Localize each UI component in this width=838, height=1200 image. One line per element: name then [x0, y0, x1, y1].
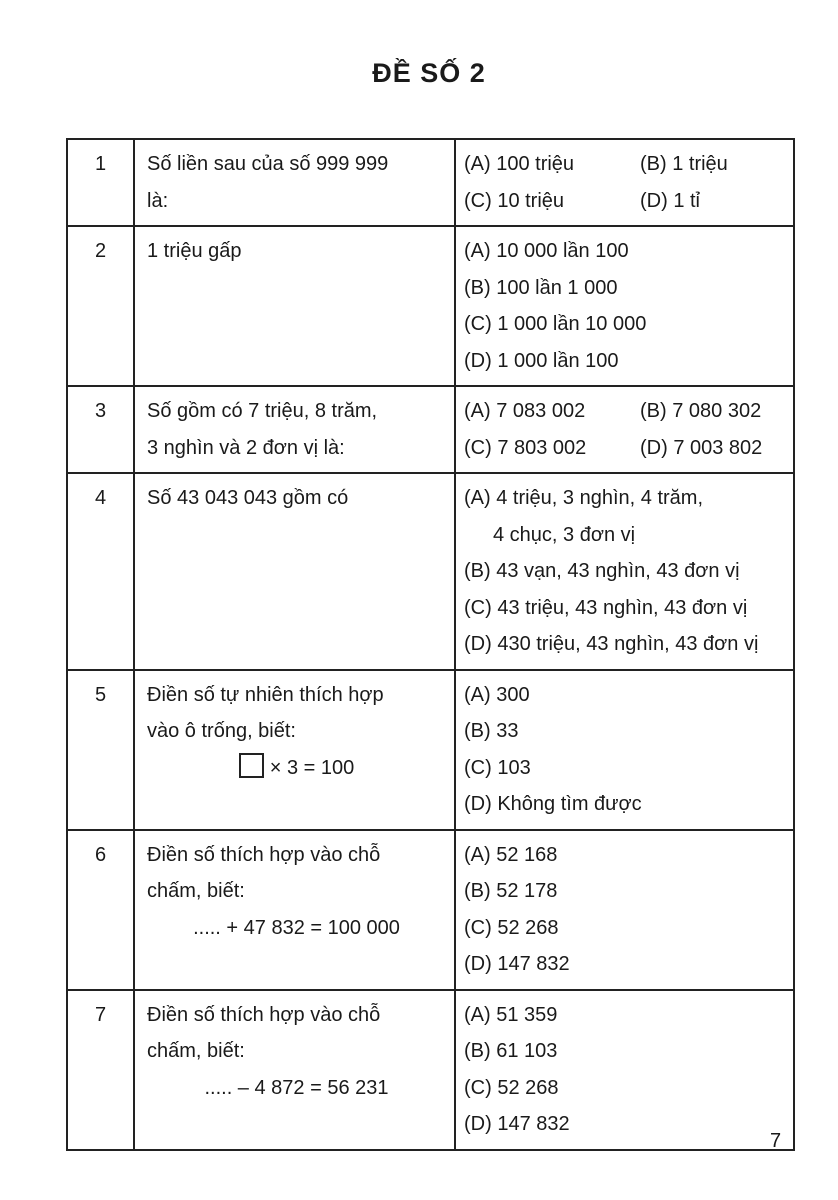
option-a[interactable]: (A) 300 — [464, 683, 530, 706]
option-a-continuation[interactable]: 4 chục, 3 đơn vị — [493, 523, 636, 546]
option-b[interactable]: (B) 33 — [464, 720, 519, 742]
option-c[interactable]: (C) 43 triệu, 43 nghìn, 43 đơn vị — [464, 596, 748, 619]
option-b[interactable]: (B) 7 080 302 — [640, 400, 762, 422]
question-text-line: Điền số thích hợp vào chỗ — [147, 843, 381, 866]
question-number: 2 — [67, 226, 134, 386]
option-d[interactable]: (D) 147 832 — [464, 953, 570, 975]
option-d[interactable]: (D) 147 832 — [464, 1113, 570, 1135]
question-row-2 — [67, 226, 794, 386]
option-d[interactable]: (D) Không tìm được — [464, 793, 642, 815]
option-b[interactable]: (B) 1 triệu — [640, 153, 728, 175]
option-d[interactable]: (D) 430 triệu, 43 nghìn, 43 đơn vị — [464, 633, 759, 655]
question-text-line: là: — [147, 189, 169, 212]
question-row-3 — [67, 386, 794, 473]
question-row-5 — [67, 670, 794, 830]
question-number: 1 — [67, 139, 134, 226]
question-text-line: Số 43 043 043 gồm có — [147, 487, 349, 509]
question-row-6 — [67, 830, 794, 990]
question-text — [134, 830, 455, 990]
question-text-line: Điền số thích hợp vào chỗ — [147, 1003, 381, 1026]
question-text — [134, 990, 455, 1150]
option-c[interactable]: (C) 103 — [464, 756, 531, 779]
option-a[interactable]: (A) 52 168 — [464, 843, 558, 866]
option-c[interactable]: (C) 52 268 — [464, 1076, 559, 1099]
question-text-line: chấm, biết: — [147, 880, 245, 902]
equation — [147, 750, 446, 787]
question-text — [134, 139, 455, 226]
question-text-line: Điền số tự nhiên thích hợp — [147, 683, 384, 706]
question-text-line: Số gồm có 7 triệu, 8 trăm, — [147, 400, 378, 422]
question-table — [66, 138, 795, 1151]
page-title: ĐỀ SỐ 2 — [372, 58, 486, 88]
option-a[interactable]: (A) 51 359 — [464, 1003, 558, 1026]
question-text — [134, 473, 455, 670]
answer-options — [455, 990, 794, 1150]
question-number: 3 — [67, 386, 134, 473]
option-d[interactable]: (D) 1 tỉ — [640, 189, 700, 212]
option-b[interactable]: (B) 43 vạn, 43 nghìn, 43 đơn vị — [464, 560, 740, 582]
question-row-1 — [67, 139, 794, 226]
question-text-line: 1 triệu gấp — [147, 240, 242, 262]
equation: ..... + 47 832 = 100 000 — [193, 916, 400, 939]
question-text-line: 3 nghìn và 2 đơn vị là: — [147, 436, 345, 459]
question-number: 5 — [67, 670, 134, 830]
option-c[interactable]: (C) 7 803 002 — [464, 436, 587, 459]
answer-options — [455, 670, 794, 830]
option-d[interactable]: (D) 7 003 802 — [640, 436, 763, 459]
option-c[interactable]: (C) 1 000 lần 10 000 — [464, 313, 647, 335]
question-row-7 — [67, 990, 794, 1150]
question-text-line: chấm, biết: — [147, 1040, 245, 1062]
question-text — [134, 226, 455, 386]
question-text — [134, 670, 455, 830]
equation: ..... – 4 872 = 56 231 — [204, 1076, 389, 1099]
option-a[interactable]: (A) 7 083 002 — [464, 400, 586, 422]
answer-options — [455, 473, 794, 670]
option-b[interactable]: (B) 100 lần 1 000 — [464, 276, 618, 299]
page-number: 7 — [770, 1130, 782, 1152]
question-number: 4 — [67, 473, 134, 670]
question-row-4 — [67, 473, 794, 670]
question-number: 6 — [67, 830, 134, 990]
option-a[interactable]: (A) 4 triệu, 3 nghìn, 4 trăm, — [464, 487, 703, 509]
question-text-line: Số liền sau của số 999 999 — [147, 153, 389, 175]
answer-options — [455, 386, 794, 473]
option-b[interactable]: (B) 52 178 — [464, 880, 558, 902]
option-a[interactable]: (A) 10 000 lần 100 — [464, 240, 629, 262]
question-text — [134, 386, 455, 473]
option-c[interactable]: (C) 10 triệu — [464, 189, 565, 212]
equation-text: × 3 = 100 — [269, 756, 355, 779]
option-b[interactable]: (B) 61 103 — [464, 1040, 558, 1062]
answer-box[interactable] — [239, 753, 264, 778]
option-d[interactable]: (D) 1 000 lần 100 — [464, 349, 619, 372]
question-number: 7 — [67, 990, 134, 1150]
question-text-line: vào ô trống, biết: — [147, 720, 296, 742]
answer-options — [455, 226, 794, 386]
answer-options — [455, 139, 794, 226]
answer-options — [455, 830, 794, 990]
option-a[interactable]: (A) 100 triệu — [464, 153, 575, 175]
option-c[interactable]: (C) 52 268 — [464, 916, 559, 939]
